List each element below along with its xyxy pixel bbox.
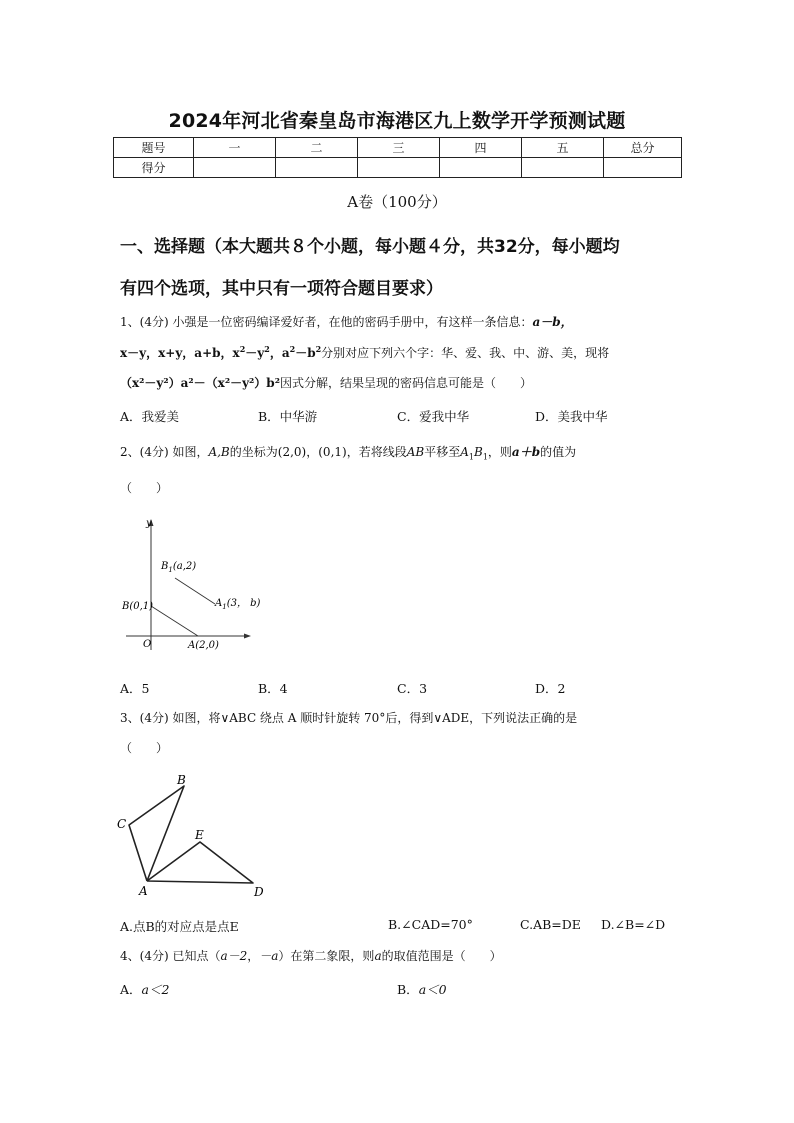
- table-cell: 题号: [114, 138, 194, 158]
- q1-option-d[interactable]: D．美我中华: [535, 409, 608, 424]
- q1-text: 分别对应下列六个字：华、爱、我、中、游、美，现将: [321, 346, 610, 360]
- triangle-ade: [147, 842, 253, 883]
- section-heading-line1: 一、选择题（本大题共８个小题，每小题４分，共32分，每小题均: [120, 237, 620, 257]
- q2-text: ，若将线段: [346, 445, 407, 459]
- q2-var: A,B: [208, 445, 230, 459]
- page-title: 2024年河北省秦皇岛市海港区九上数学开学预测试题: [168, 110, 626, 132]
- table-cell: 二: [276, 138, 358, 158]
- q3-triangle-figure: [110, 767, 280, 902]
- score-input-cell[interactable]: [358, 158, 440, 178]
- score-input-cell[interactable]: [440, 158, 522, 178]
- q1-option-b[interactable]: B．中华游: [258, 409, 318, 424]
- q4-text: ，: [247, 949, 260, 963]
- q2-subscript: 1: [482, 452, 488, 462]
- label-d: D: [254, 885, 264, 899]
- q1-expr: －y: [245, 346, 265, 360]
- q2-var: AB: [406, 445, 425, 459]
- q3-option-b[interactable]: B.∠CAD=70°: [388, 917, 473, 932]
- segment-a1b1: [175, 578, 215, 604]
- q3-option-d[interactable]: D.∠B=∠D: [601, 917, 666, 932]
- q1-text: 1、(4分) 小强是一位密码编译爱好者，在他的密码手册中，有这样一条信息：: [120, 315, 533, 329]
- score-input-cell[interactable]: [522, 158, 604, 178]
- q2-subscript: 1: [468, 452, 474, 462]
- table-cell: 得分: [114, 158, 194, 178]
- score-input-cell[interactable]: [194, 158, 276, 178]
- score-table-score-row: [114, 158, 682, 178]
- label-a: A: [139, 884, 148, 898]
- q2-option-b[interactable]: B．4: [258, 681, 288, 696]
- label-c: C: [117, 817, 127, 831]
- q2-text: ，则: [487, 445, 512, 459]
- b-label: B(0,1): [122, 601, 154, 612]
- q2-text: 2、(4分) 如图，: [120, 445, 209, 459]
- q1-expr: （x²－y²）a²－（x²－y²）b²: [120, 376, 280, 390]
- segment-ab: [151, 606, 198, 636]
- q1-option-a[interactable]: A．我爱美: [120, 409, 180, 424]
- table-cell: 五: [522, 138, 604, 158]
- q2-var: B: [473, 445, 483, 459]
- q1-text: 因式分解，结果呈现的密码信息可能是（ ）: [279, 376, 532, 390]
- q2-point: (0,1): [318, 445, 347, 459]
- table-cell: 总分: [604, 138, 682, 158]
- q4-text: ）在第二象限，则: [278, 949, 375, 963]
- q4-line1: [120, 948, 680, 964]
- q4-text: 4、(4分) 已知点（: [120, 949, 221, 963]
- score-table: [113, 137, 682, 178]
- q2-option-c[interactable]: C．3: [397, 681, 428, 696]
- q1-exponent: 2: [289, 344, 296, 354]
- q1-expr: ，a: [269, 346, 290, 360]
- label-b: B: [177, 773, 186, 787]
- score-input-cell[interactable]: [604, 158, 682, 178]
- q1-line3: [120, 375, 680, 391]
- q2-text: ，: [306, 445, 319, 459]
- q2-option-a[interactable]: A．5: [120, 681, 150, 696]
- q2-line1: [120, 444, 680, 460]
- q4-option-a-expr: a＜2: [141, 982, 170, 997]
- q2-expr: a＋b: [511, 445, 541, 459]
- q4-option-b-expr: a＜0: [418, 982, 447, 997]
- score-table-header-row: [114, 138, 682, 158]
- q2-text: 的坐标为: [229, 445, 278, 459]
- q1-exponent: 2: [264, 344, 270, 354]
- q1-line2: [120, 345, 680, 361]
- triangle-abc: [129, 786, 184, 881]
- q4-expr: a－2: [220, 949, 248, 963]
- q2-var: A: [460, 445, 469, 459]
- q2-text: 平移至: [424, 445, 461, 459]
- label-e: E: [195, 828, 204, 842]
- q4-var: a: [374, 949, 382, 963]
- a1-label: $A_1(3$， b): [215, 598, 261, 611]
- q1-expr: x－y，x+y，a+b，x: [120, 346, 240, 360]
- x-axis-arrow: [244, 634, 251, 639]
- q2-coordinate-figure: [118, 515, 268, 655]
- q3-option-a[interactable]: A.点B的对应点是点E: [120, 919, 239, 934]
- q1-exponent: 2: [239, 344, 246, 354]
- origin-label: O: [143, 639, 152, 650]
- y-axis-label: y: [146, 518, 152, 529]
- q1-exponent: 2: [315, 344, 322, 354]
- q1-expr: －b: [295, 346, 316, 360]
- score-input-cell[interactable]: [276, 158, 358, 178]
- table-cell: 三: [358, 138, 440, 158]
- q2-paren: （ ）: [120, 481, 169, 495]
- q3-line1: 3、(4分) 如图，将∨ABC 绕点 A 顺时针旋转 70°后，得到∨ADE，下列说法正确的是: [120, 711, 578, 725]
- q4-expr: －a: [259, 949, 279, 963]
- table-cell: 四: [440, 138, 522, 158]
- q3-paren: （ ）: [120, 741, 169, 755]
- q4-option-b-label: B．: [397, 982, 419, 997]
- q4-option-a[interactable]: [120, 980, 169, 998]
- q4-option-b[interactable]: [397, 980, 447, 998]
- b1-label: $B_1(a,2)$: [161, 561, 197, 574]
- q1-line1: [120, 314, 680, 330]
- section-a-title: A卷（100分）: [347, 193, 447, 211]
- a-label: A(2,0): [188, 640, 219, 651]
- q2-point: (2,0): [277, 445, 307, 459]
- q2-option-d[interactable]: D．2: [535, 681, 566, 696]
- section-heading-line2: 有四个选项，其中只有一项符合题目要求）: [120, 279, 443, 299]
- q2-text: 的值为: [540, 445, 577, 459]
- q4-option-a-label: A．: [120, 982, 142, 997]
- q1-option-c[interactable]: C．爱我中华: [397, 409, 470, 424]
- table-cell: 一: [194, 138, 276, 158]
- q4-text: 的取值范围是（ ）: [381, 949, 502, 963]
- q1-expr: a－b，: [532, 315, 573, 329]
- q3-option-c[interactable]: C.AB=DE: [520, 917, 581, 932]
